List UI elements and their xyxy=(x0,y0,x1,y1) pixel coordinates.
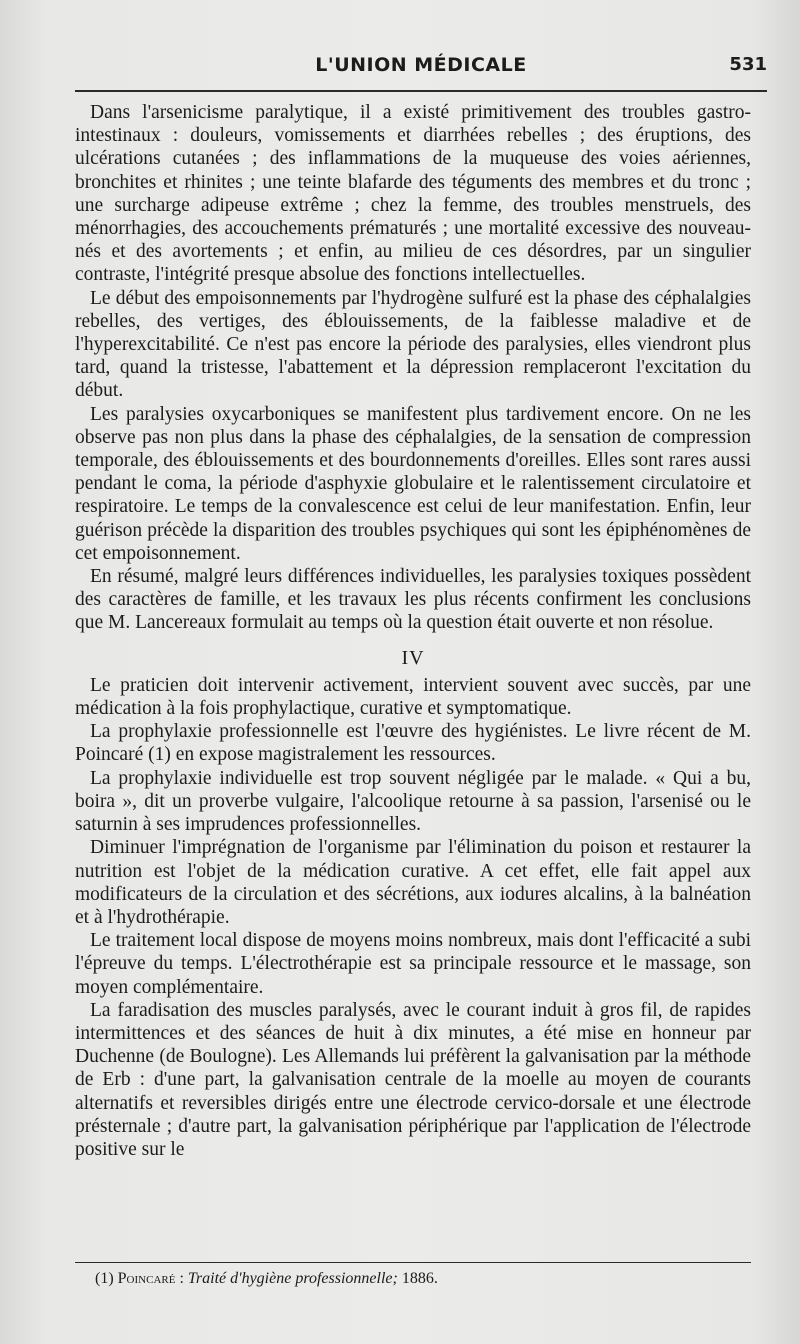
paragraph-faradisation: La faradisation des muscles paralysés, avec le courant induit à gros fil, de rapides intermittences et des séances de huit à dix minutes, a été mise en honneur par Duchenne (de Boulogne). Les Allemands lui préfèrent la galvanisation par la méthode de Erb : d'une part, la galvanisation centrale de la moelle au moyen de courants alternatifs et reversibles dirigés entre une électrode cervico-dorsale et une électrode présternale ; d'autre part, la galvanisation périphérique par l'application de l'électrode positive sur le xyxy=(75,999,751,1160)
paragraph-traitement-local: Le traitement local dispose de moyens moins nombreux, mais dont l'efficacité a subi l'épreuve du temps. L'électrothérapie est sa principale ressource et le massage, son moyen complémentaire. xyxy=(75,930,751,998)
paragraph-praticien: Le praticien doit intervenir activement, intervient souvent avec succès, par une médication à la fois prophylactique, curative et symptomatique. xyxy=(75,674,751,720)
paragraph-oxycarboniques: Les paralysies oxycarboniques se manifestent plus tardivement encore. On ne les observe pas non plus dans la phase des céphalalgies, de la sensation de compression temporale, des éblouissements et des bourdonnements d'oreilles. Elles sont rares aussi pendant le coma, la période d'asphyxie globulaire et le ralentissement circulatoire et respiratoire. Le temps de la convalescence est celui de leur manifestation. Enfin, leur guérison précède la disparition des troubles psychiques qui sont les épiphénomènes de cet empoisonnement. xyxy=(75,403,751,564)
footnote xyxy=(95,1270,755,1288)
footnote-author: Poincaré xyxy=(117,1270,176,1287)
footnote-year: 1886. xyxy=(401,1270,438,1287)
footnote-rule xyxy=(75,1262,751,1263)
footnote-work-title: Traité d'hygiène professionnelle; xyxy=(187,1270,398,1287)
paragraph-arsenicisme: Dans l'arsenicisme paralytique, il a existé primitivement des troubles gastro-intestinaux : douleurs, vomissements et diarrhées rebelles ; des éruptions, des ulcérations cutanées ; des inflammations de la muqueuse des voies aériennes, bronchites et rhinites ; une teinte blafarde des téguments des membres et du tronc ; une surcharge adipeuse extrême ; chez la femme, des troubles menstruels, des ménorrhagies, des accouchements prématurés ; une mortalité excessive des nouveau-nés et des avortements ; et enfin, au milieu de ces désordres, par un singulier contraste, l'intégrité presque absolue des fonctions intellectuelles. xyxy=(75,102,751,286)
paragraph-resume: En résumé, malgré leurs différences individuelles, les paralysies toxiques possèdent des caractères de famille, et les travaux les plus récents confirment les conclusions que M. Lancereaux formulait au temps où la question était ouverte et non résolue. xyxy=(75,566,751,634)
section-heading: IV xyxy=(401,646,425,669)
paragraph-prophylaxie-professionnelle: La prophylaxie professionnelle est l'œuvre des hygiénistes. Le livre récent de M. Poincaré (1) en expose magistralement les ressources. xyxy=(75,721,751,766)
paragraph-prophylaxie-individuelle: La prophylaxie individuelle est trop souvent négligée par le malade. « Qui a bu, boira », dit un proverbe vulgaire, l'alcoolique retourne à sa passion, l'arsenisé ou le saturnin à ses imprudences professionnelles. xyxy=(75,767,751,836)
paragraph-medication-curative: Diminuer l'imprégnation de l'organisme par l'élimination du poison et restaurer la nutrition est l'objet de la médication curative. A cet effet, elle fait appel aux modificateurs de la circulation et des sécrétions, aux iodures alcalins, à la balnéation et à l'hydrothérapie. xyxy=(75,837,751,928)
page-number: 531 xyxy=(729,54,767,75)
running-head xyxy=(75,54,767,84)
article-body xyxy=(75,101,751,1161)
journal-title: L'UNION MÉDICALE xyxy=(315,54,527,76)
paragraph-hydrogene-sulfure: Le début des empoisonnements par l'hydrogène sulfuré est la phase des céphalalgies rebelles, des vertiges, des éblouissements, de la faiblesse maladive et de l'hyperexcitabilité. Ce n'est pas encore la période des paralysies, elles viendront plus tard, quand la tristesse, l'abattement et la dépression remplaceront l'excitation du début. xyxy=(75,287,751,402)
footnote-separator: : xyxy=(175,1270,188,1287)
footnote-marker: (1) xyxy=(95,1270,114,1287)
header-rule xyxy=(75,90,767,92)
